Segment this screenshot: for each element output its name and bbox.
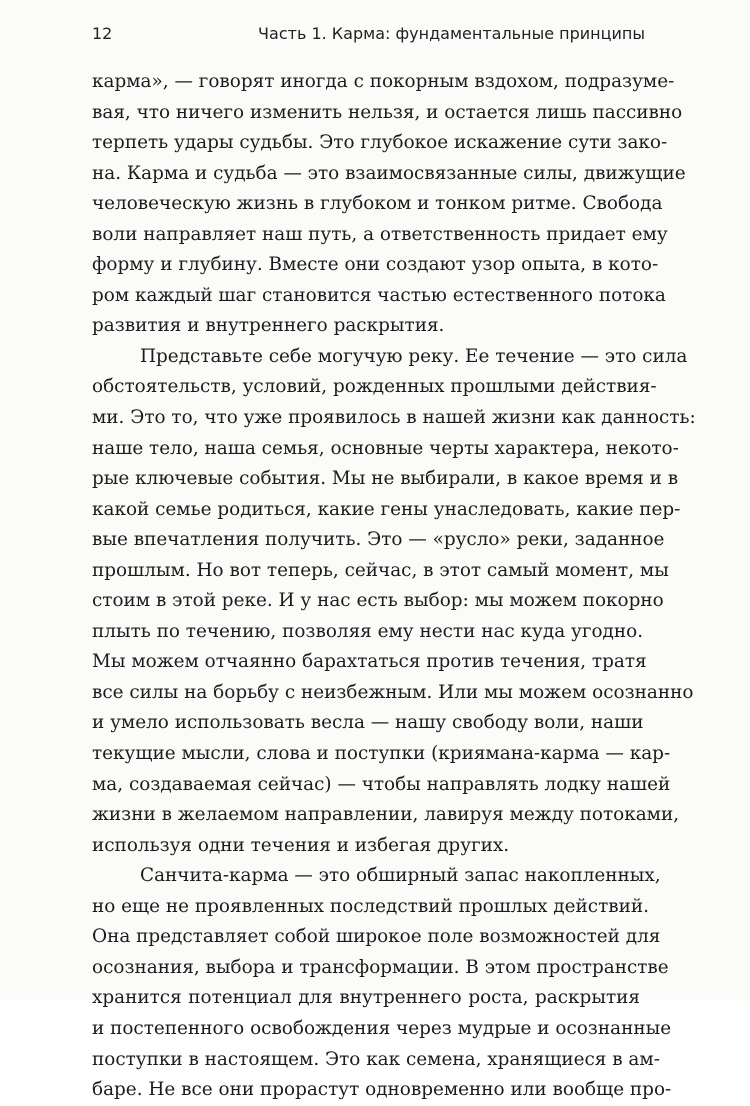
text-line: осознания, выбора и трансформации. В этом пространстве — [92, 956, 669, 978]
text-line: ми. Это то, что уже проявилось в нашей жизни как данность: — [92, 407, 696, 429]
text-line: Она представляет собой широкое поле возможностей для — [92, 926, 661, 948]
page-number: 12 — [92, 24, 113, 43]
body-text — [92, 67, 696, 1106]
text-line: воли направляет наш путь, а ответственность придает ему — [92, 223, 668, 245]
chapter-title: Часть 1. Карма: фундаментальные принципы — [258, 24, 645, 43]
text-line: карма», — говорят иногда с покорным вздохом, подразуме- — [92, 71, 675, 92]
text-line: на. Карма и судьба — это взаимосвязанные силы, движущие — [92, 162, 686, 184]
text-line: и умело использовать весла — нашу свободу воли, наши — [92, 712, 644, 734]
text-line: рые ключевые события. Мы не выбирали, в какое время и в — [92, 468, 679, 490]
text-line: баре. Не все они прорастут одновременно или вообще про- — [92, 1079, 672, 1101]
text-line: Мы можем отчаянно барахтаться против течения, тратя — [92, 651, 647, 673]
text-line: вые впечатления получить. Это — «русло» реки, заданное — [92, 529, 665, 551]
text-line: хранится потенциал для внутреннего роста, раскрытия — [92, 987, 640, 1009]
text-line: терпеть удары судьбы. Это глубокое искажение сути зако- — [92, 132, 668, 154]
text-line: Санчита-карма — это обширный запас накопленных, — [140, 865, 661, 887]
text-line: обстоятельств, условий, рожденных прошлыми действия- — [92, 376, 657, 398]
text-line: плыть по течению, позволяя ему нести нас куда угодно. — [92, 620, 644, 642]
text-line: поступки в настоящем. Это как семена, хранящиеся в ам- — [92, 1048, 660, 1070]
text-line: форму и глубину. Вместе они создают узор опыта, в кото- — [92, 254, 659, 276]
text-line: человеческую жизнь в глубоком и тонком ритме. Свобода — [92, 193, 663, 215]
text-line: текущие мысли, слова и поступки (криямана-карма — кар- — [92, 743, 671, 765]
text-line: наше тело, наша семья, основные черты характера, некото- — [92, 437, 679, 459]
text-line: все силы на борьбу с неизбежным. Или мы можем осознанно — [92, 681, 694, 703]
text-line: прошлым. Но вот теперь, сейчас, в этот самый момент, мы — [92, 559, 669, 581]
text-line: но еще не проявленных последствий прошлых действий. — [92, 895, 649, 917]
text-line: и постепенного освобождения через мудрые и осознанные — [92, 1017, 672, 1039]
text-line: жизни в желаемом направлении, лавируя между потоками, — [92, 804, 680, 826]
text-line: используя одни течения и избегая других. — [92, 834, 510, 856]
text-line: развития и внутреннего раскрытия. — [92, 315, 445, 337]
text-line: ром каждый шаг становится частью естественного потока — [92, 284, 666, 306]
text-line: какой семье родиться, какие гены унаследовать, какие пер- — [92, 498, 681, 520]
text-line: Представьте себе могучую реку. Ее течение — это сила — [140, 345, 688, 367]
running-header — [92, 24, 645, 48]
text-line: стоим в этой реке. И у нас есть выбор: мы можем покорно — [92, 590, 664, 612]
text-line: ма, создаваемая сейчас) — чтобы направлять лодку нашей — [92, 773, 671, 795]
text-line: вая, что ничего изменить нельзя, и остается лишь пассивно — [92, 101, 683, 123]
